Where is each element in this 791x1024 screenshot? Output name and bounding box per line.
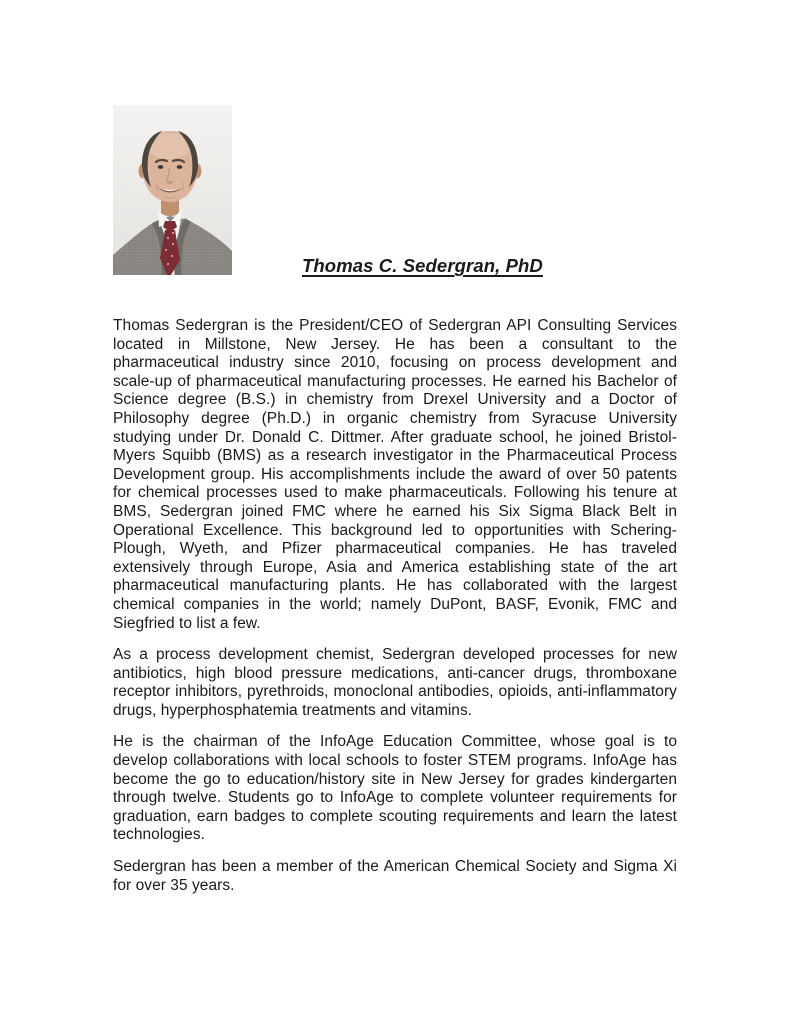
bio-line: become the go to education/history site in New Jersey for grades kindergarten xyxy=(113,770,677,788)
biography-text xyxy=(113,317,677,908)
portrait-illustration xyxy=(113,105,232,275)
bio-line: located in Millstone, New Jersey. He has been a consultant to the xyxy=(113,335,677,353)
bio-line: Philosophy degree (Ph.D.) in organic chemistry from Syracuse University xyxy=(113,409,677,427)
bio-line: As a process development chemist, Sedergran developed processes for new xyxy=(113,646,677,664)
bio-line: Science degree (B.S.) in chemistry from Drexel University and a Doctor of xyxy=(113,391,677,409)
bio-line: develop collaborations with local schools to foster STEM programs. InfoAge has xyxy=(113,752,677,770)
bio-line: Myers Squibb (BMS) as a research investigator in the Pharmaceutical Process xyxy=(113,447,677,465)
bio-line: technologies. xyxy=(113,826,205,844)
bio-line: Thomas Sedergran is the President/CEO of Sedergran API Consulting Services xyxy=(113,317,677,334)
bio-line: pharmaceutical industry since 2010, focusing on process development and xyxy=(113,354,677,372)
bio-line: studying under Dr. Donald C. Dittmer. After graduate school, he joined Bristol- xyxy=(113,428,677,446)
bio-line: pharmaceutical manufacturing plants. He has collaborated with the largest xyxy=(113,577,677,595)
bio-line: BMS, Sedergran joined FMC where he earned his Six Sigma Black Belt in xyxy=(113,502,677,520)
portrait-photo xyxy=(113,105,232,275)
bio-line: extensively through Europe, Asia and America establishing state of the art xyxy=(113,558,677,576)
bio-line: Sedergran has been a member of the American Chemical Society and Sigma Xi xyxy=(113,858,677,876)
bio-paragraph xyxy=(113,317,677,633)
bio-line: antibiotics, high blood pressure medications, anti-cancer drugs, thromboxane xyxy=(113,664,677,682)
bio-line: for chemical processes used to make pharmaceuticals. Following his tenure at xyxy=(113,484,677,502)
bio-line: scale-up of pharmaceutical manufacturing processes. He earned his Bachelor of xyxy=(113,372,677,390)
bio-line: through twelve. Students go to InfoAge to complete volunteer requirements for xyxy=(113,789,677,807)
bio-line: Development group. His accomplishments include the award of over 50 patents xyxy=(113,465,677,483)
bio-line: drugs, hyperphosphatemia treatments and vitamins. xyxy=(113,701,473,719)
bio-line: chemical companies in the world; namely DuPont, BASF, Evonik, FMC and xyxy=(113,595,677,613)
page-title: Thomas C. Sedergran, PhD xyxy=(302,255,543,276)
bio-paragraph xyxy=(113,858,677,895)
bio-line: receptor inhibitors, pyrethroids, monoclonal antibodies, opioids, anti-inflammatory xyxy=(113,683,677,701)
bio-line: Siegfried to list a few. xyxy=(113,614,261,632)
bio-line: He is the chairman of the InfoAge Education Committee, whose goal is to xyxy=(113,733,677,751)
bio-line: graduation, earn badges to complete scouting requirements and learn the latest xyxy=(113,807,677,825)
bio-paragraph xyxy=(113,646,677,720)
bio-line: for over 35 years. xyxy=(113,876,235,894)
bio-paragraph xyxy=(113,733,677,845)
bio-line: Plough, Wyeth, and Pfizer pharmaceutical companies. He has traveled xyxy=(113,540,677,558)
bio-line: Operational Excellence. This background led to opportunities with Schering- xyxy=(113,521,677,539)
